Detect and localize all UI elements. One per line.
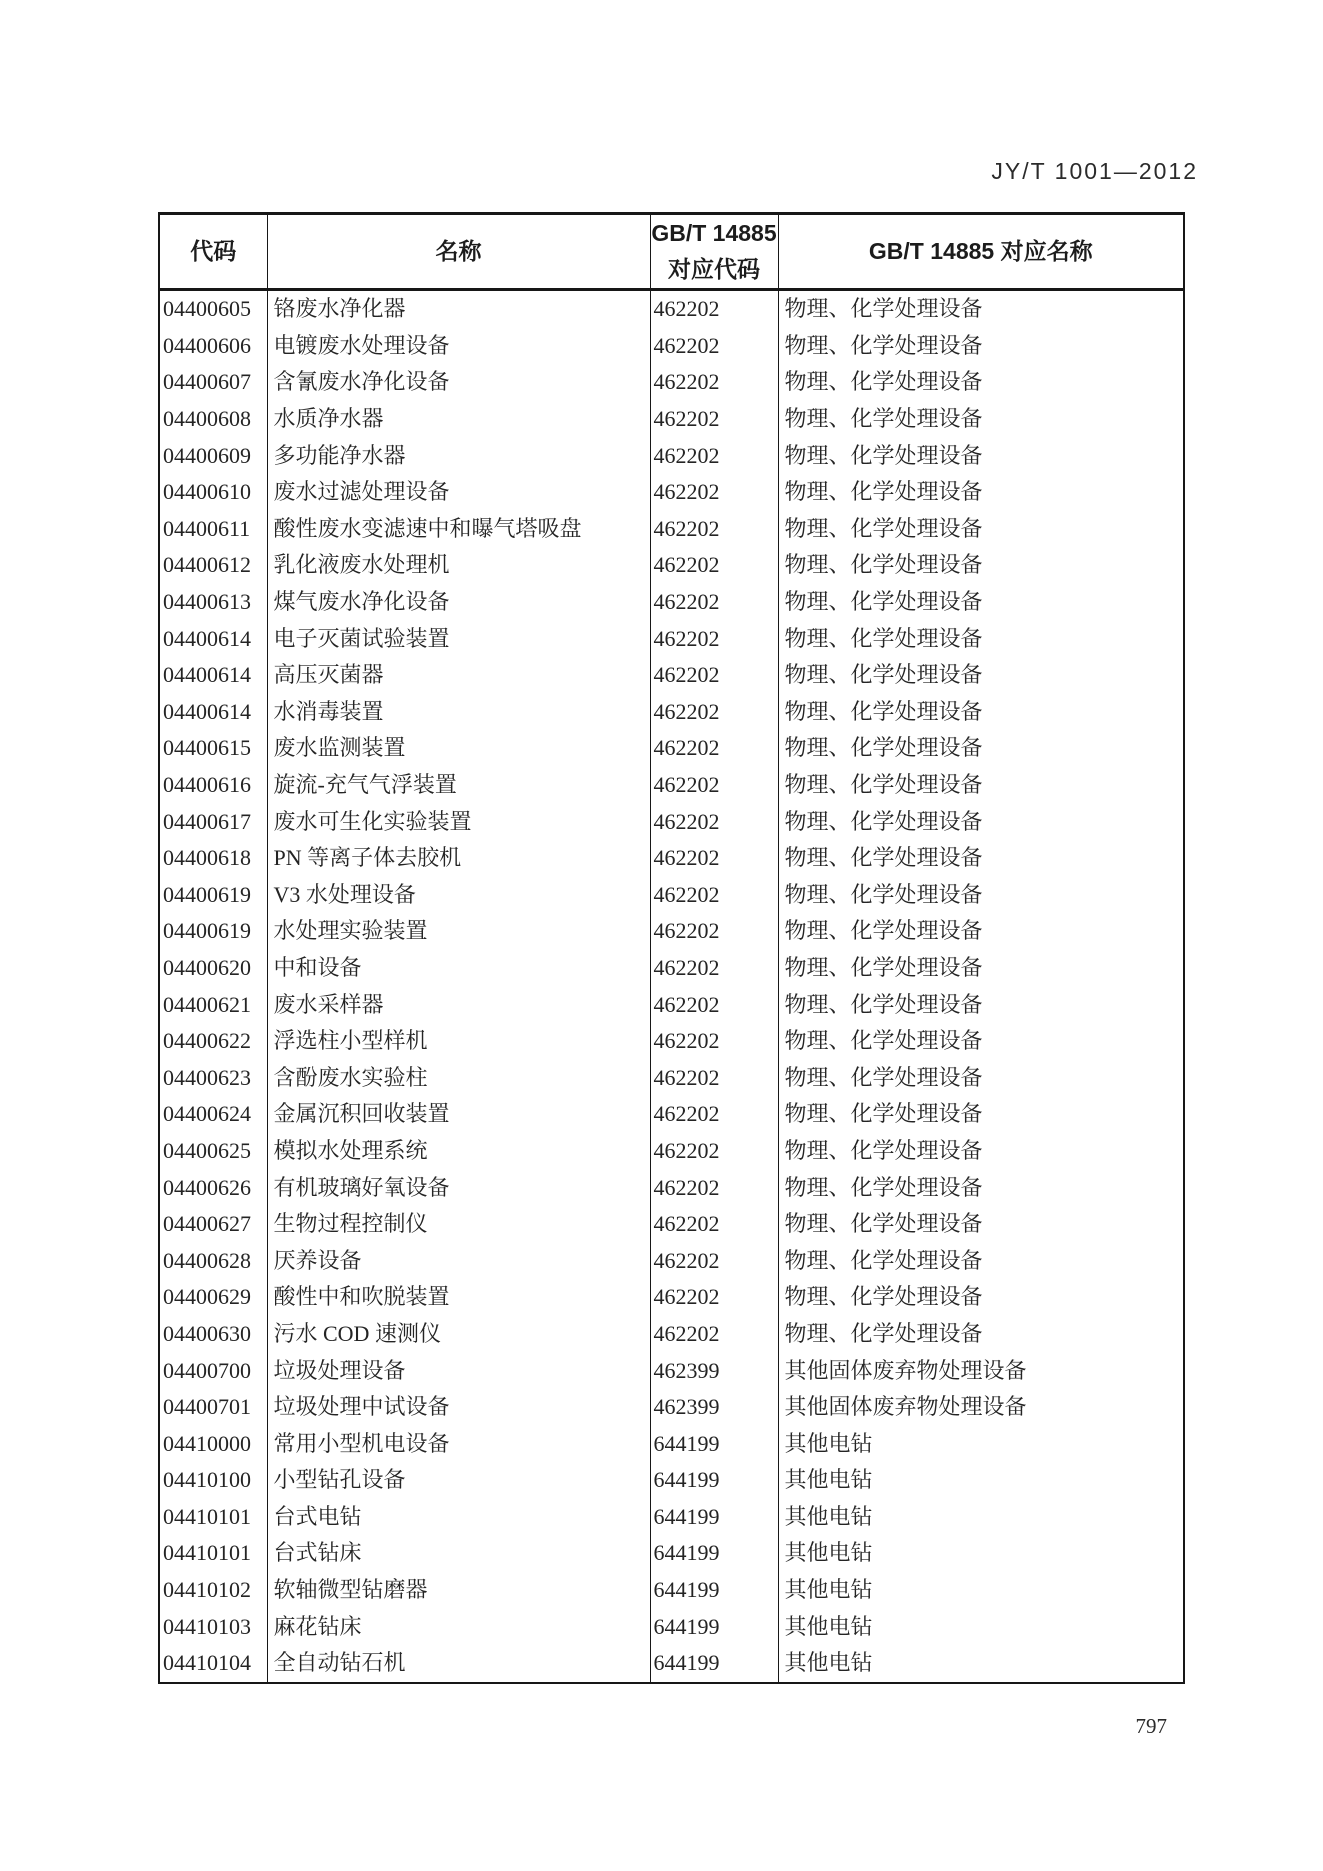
cell-code: 04400614 <box>163 662 251 688</box>
cell-name: 垃圾处理设备 <box>267 1352 650 1389</box>
table-row <box>159 1242 1184 1279</box>
cell-gbt-name: 物理、化学处理设备 <box>778 1279 1184 1316</box>
cell-gbt-code: 462202 <box>650 474 778 511</box>
cell-name: 生物过程控制仪 <box>267 1206 650 1243</box>
cell-gbt-code: 462202 <box>650 1133 778 1170</box>
cell-gbt-name: 物理、化学处理设备 <box>778 1096 1184 1133</box>
cell-name: 台式钻床 <box>267 1535 650 1572</box>
table-row <box>159 1352 1184 1389</box>
cell-name: 电镀废水处理设备 <box>267 328 650 365</box>
table-row <box>159 474 1184 511</box>
table-row <box>159 1059 1184 1096</box>
cell-code: 04400621 <box>163 991 251 1017</box>
cell-name: 电子灭菌试验装置 <box>267 620 650 657</box>
table-row <box>159 547 1184 584</box>
cell-code: 04400628 <box>163 1247 251 1273</box>
cell-name: 污水 COD 速测仪 <box>267 1316 650 1353</box>
cell-name: 垃圾处理中试设备 <box>267 1389 650 1426</box>
cell-code: 04400614 <box>163 625 251 651</box>
cell-code: 04400614 <box>163 698 251 724</box>
cell-code: 04400627 <box>163 1211 251 1237</box>
cell-gbt-name: 其他电钻 <box>778 1645 1184 1683</box>
cell-code: 04400607 <box>163 369 251 395</box>
cell-code: 04400605 <box>163 296 251 322</box>
cell-gbt-code: 462202 <box>650 1059 778 1096</box>
cell-gbt-name: 物理、化学处理设备 <box>778 657 1184 694</box>
table-row <box>159 767 1184 804</box>
cell-gbt-code: 462202 <box>650 364 778 401</box>
cell-code: 04400615 <box>163 735 251 761</box>
cell-name: 模拟水处理系统 <box>267 1133 650 1170</box>
cell-code: 04410000 <box>163 1430 251 1456</box>
cell-name: 旋流-充气气浮装置 <box>267 767 650 804</box>
cell-gbt-name: 物理、化学处理设备 <box>778 437 1184 474</box>
cell-gbt-code: 462399 <box>650 1389 778 1426</box>
cell-gbt-code: 462202 <box>650 1242 778 1279</box>
cell-gbt-name: 物理、化学处理设备 <box>778 913 1184 950</box>
table-row <box>159 1316 1184 1353</box>
cell-gbt-name: 物理、化学处理设备 <box>778 1242 1184 1279</box>
cell-code: 04400626 <box>163 1174 251 1200</box>
table-row <box>159 913 1184 950</box>
cell-name: 厌养设备 <box>267 1242 650 1279</box>
cell-name: 常用小型机电设备 <box>267 1425 650 1462</box>
cell-name: 含酚废水实验柱 <box>267 1059 650 1096</box>
cell-code: 04400612 <box>163 552 251 578</box>
cell-gbt-code: 644199 <box>650 1572 778 1609</box>
cell-gbt-name: 物理、化学处理设备 <box>778 986 1184 1023</box>
table-row <box>159 694 1184 731</box>
cell-gbt-code: 462202 <box>650 1206 778 1243</box>
cell-gbt-code: 462202 <box>650 1169 778 1206</box>
cell-gbt-name: 物理、化学处理设备 <box>778 730 1184 767</box>
table-row <box>159 437 1184 474</box>
cell-gbt-name: 物理、化学处理设备 <box>778 1169 1184 1206</box>
cell-code: 04400619 <box>163 881 251 907</box>
cell-name: 废水采样器 <box>267 986 650 1023</box>
page-number: 797 <box>1135 1714 1167 1738</box>
cell-gbt-name: 其他电钻 <box>778 1425 1184 1462</box>
table-row <box>159 1425 1184 1462</box>
cell-name: 有机玻璃好氧设备 <box>267 1169 650 1206</box>
cell-gbt-name: 其他电钻 <box>778 1535 1184 1572</box>
cell-code: 04400618 <box>163 845 251 871</box>
cell-code: 04400608 <box>163 406 251 432</box>
cell-name: 水处理实验装置 <box>267 913 650 950</box>
cell-code: 04400701 <box>163 1394 251 1420</box>
cell-gbt-code: 462202 <box>650 803 778 840</box>
table-row <box>159 1462 1184 1499</box>
cell-gbt-name: 物理、化学处理设备 <box>778 1316 1184 1353</box>
table-row <box>159 1389 1184 1426</box>
column-header-code: 代码 <box>159 214 267 290</box>
cell-gbt-code: 644199 <box>650 1462 778 1499</box>
table-row <box>159 1096 1184 1133</box>
cell-name: 水消毒装置 <box>267 694 650 731</box>
cell-name: 高压灭菌器 <box>267 657 650 694</box>
cell-gbt-code: 462202 <box>650 290 778 328</box>
cell-code: 04400606 <box>163 332 251 358</box>
cell-gbt-code: 644199 <box>650 1535 778 1572</box>
cell-name: 麻花钻床 <box>267 1608 650 1645</box>
cell-code: 04400630 <box>163 1320 251 1346</box>
cell-gbt-code: 462202 <box>650 986 778 1023</box>
cell-gbt-name: 物理、化学处理设备 <box>778 840 1184 877</box>
cell-code: 04410101 <box>163 1540 251 1566</box>
cell-name: 酸性中和吹脱装置 <box>267 1279 650 1316</box>
table-row <box>159 328 1184 365</box>
cell-gbt-name: 物理、化学处理设备 <box>778 511 1184 548</box>
cell-code: 04400625 <box>163 1137 251 1163</box>
table-row <box>159 401 1184 438</box>
table-row <box>159 1499 1184 1536</box>
cell-gbt-name: 物理、化学处理设备 <box>778 364 1184 401</box>
cell-gbt-code: 462202 <box>650 730 778 767</box>
cell-name: 酸性废水变滤速中和曝气塔吸盘 <box>267 511 650 548</box>
cell-name: 废水监测装置 <box>267 730 650 767</box>
cell-name: 铬废水净化器 <box>267 290 650 328</box>
cell-code: 04410103 <box>163 1613 251 1639</box>
table-row <box>159 803 1184 840</box>
standard-number: JY/T 1001—2012 <box>991 158 1198 184</box>
cell-gbt-name: 其他固体废弃物处理设备 <box>778 1389 1184 1426</box>
cell-name: 煤气废水净化设备 <box>267 584 650 621</box>
cell-gbt-code: 644199 <box>650 1645 778 1683</box>
table-row <box>159 290 1184 328</box>
cell-code: 04400620 <box>163 954 251 980</box>
table-header-row <box>159 214 1184 290</box>
cell-name: 金属沉积回收装置 <box>267 1096 650 1133</box>
cell-gbt-name: 其他电钻 <box>778 1462 1184 1499</box>
cell-name: 浮选柱小型样机 <box>267 1023 650 1060</box>
cell-gbt-code: 644199 <box>650 1608 778 1645</box>
table-row <box>159 1206 1184 1243</box>
cell-code: 04400624 <box>163 1101 251 1127</box>
table-row <box>159 1169 1184 1206</box>
cell-gbt-code: 462202 <box>650 950 778 987</box>
cell-code: 04400613 <box>163 589 251 615</box>
cell-gbt-name: 物理、化学处理设备 <box>778 328 1184 365</box>
cell-gbt-name: 物理、化学处理设备 <box>778 474 1184 511</box>
cell-name: 乳化液废水处理机 <box>267 547 650 584</box>
table-body <box>159 290 1184 1683</box>
table-row <box>159 1572 1184 1609</box>
cell-gbt-name: 物理、化学处理设备 <box>778 767 1184 804</box>
table-row <box>159 364 1184 401</box>
cell-gbt-name: 其他电钻 <box>778 1499 1184 1536</box>
cell-gbt-name: 物理、化学处理设备 <box>778 1206 1184 1243</box>
cell-gbt-code: 462202 <box>650 1316 778 1353</box>
table-row <box>159 1279 1184 1316</box>
cell-gbt-name: 物理、化学处理设备 <box>778 803 1184 840</box>
cell-gbt-name: 物理、化学处理设备 <box>778 1059 1184 1096</box>
cell-name: 全自动钻石机 <box>267 1645 650 1683</box>
cell-name: 软轴微型钻磨器 <box>267 1572 650 1609</box>
cell-gbt-name: 物理、化学处理设备 <box>778 1133 1184 1170</box>
cell-name: 含氰废水净化设备 <box>267 364 650 401</box>
table-row <box>159 584 1184 621</box>
cell-gbt-name: 物理、化学处理设备 <box>778 950 1184 987</box>
cell-gbt-code: 462202 <box>650 657 778 694</box>
cell-name: 水质净水器 <box>267 401 650 438</box>
cell-code: 04400609 <box>163 442 251 468</box>
cell-name: 台式电钻 <box>267 1499 650 1536</box>
cell-gbt-code: 462202 <box>650 1279 778 1316</box>
table-row <box>159 986 1184 1023</box>
cell-gbt-name: 物理、化学处理设备 <box>778 620 1184 657</box>
table-row <box>159 620 1184 657</box>
cell-code: 04410102 <box>163 1577 251 1603</box>
table-row <box>159 511 1184 548</box>
cell-gbt-code: 462202 <box>650 511 778 548</box>
cell-gbt-name: 其他电钻 <box>778 1572 1184 1609</box>
cell-code: 04400617 <box>163 808 251 834</box>
cell-name: 废水过滤处理设备 <box>267 474 650 511</box>
cell-gbt-code: 462202 <box>650 694 778 731</box>
cell-gbt-name: 物理、化学处理设备 <box>778 584 1184 621</box>
cell-gbt-code: 462202 <box>650 767 778 804</box>
cell-gbt-code: 462202 <box>650 401 778 438</box>
cell-gbt-code: 644199 <box>650 1499 778 1536</box>
cell-gbt-name: 物理、化学处理设备 <box>778 290 1184 328</box>
cell-gbt-code: 462202 <box>650 913 778 950</box>
cell-gbt-name: 其他固体废弃物处理设备 <box>778 1352 1184 1389</box>
table-row <box>159 1608 1184 1645</box>
cell-name: 中和设备 <box>267 950 650 987</box>
cell-gbt-code: 462202 <box>650 840 778 877</box>
table-row <box>159 1023 1184 1060</box>
cell-code: 04400616 <box>163 772 251 798</box>
cell-gbt-code: 644199 <box>650 1425 778 1462</box>
table-row <box>159 1535 1184 1572</box>
cell-gbt-code: 462202 <box>650 877 778 914</box>
table-row <box>159 840 1184 877</box>
cell-name: PN 等离子体去胶机 <box>267 840 650 877</box>
cell-gbt-code: 462399 <box>650 1352 778 1389</box>
cell-code: 04410100 <box>163 1467 251 1493</box>
cell-gbt-code: 462202 <box>650 620 778 657</box>
cell-code: 04400700 <box>163 1357 251 1383</box>
cell-gbt-name: 其他电钻 <box>778 1608 1184 1645</box>
cell-code: 04400622 <box>163 1028 251 1054</box>
cell-name: 多功能净水器 <box>267 437 650 474</box>
cell-gbt-name: 物理、化学处理设备 <box>778 694 1184 731</box>
cell-code: 04400629 <box>163 1284 251 1310</box>
cell-gbt-name: 物理、化学处理设备 <box>778 1023 1184 1060</box>
table-row <box>159 657 1184 694</box>
table-row <box>159 730 1184 767</box>
cell-code: 04400611 <box>163 515 251 541</box>
column-header-gbt-code: GB/T 14885 对应代码 <box>650 214 778 290</box>
cell-name: V3 水处理设备 <box>267 877 650 914</box>
table-row <box>159 1133 1184 1170</box>
cell-code: 04410101 <box>163 1503 251 1529</box>
cell-gbt-code: 462202 <box>650 547 778 584</box>
cell-gbt-name: 物理、化学处理设备 <box>778 877 1184 914</box>
code-mapping-table <box>158 212 1185 1684</box>
column-header-name: 名称 <box>267 214 650 290</box>
cell-gbt-name: 物理、化学处理设备 <box>778 547 1184 584</box>
cell-code: 04400619 <box>163 918 251 944</box>
table-row <box>159 950 1184 987</box>
cell-code: 04400623 <box>163 1064 251 1090</box>
table-row <box>159 1645 1184 1683</box>
cell-gbt-name: 物理、化学处理设备 <box>778 401 1184 438</box>
cell-name: 小型钻孔设备 <box>267 1462 650 1499</box>
cell-gbt-code: 462202 <box>650 437 778 474</box>
cell-gbt-code: 462202 <box>650 1023 778 1060</box>
cell-gbt-code: 462202 <box>650 1096 778 1133</box>
cell-name: 废水可生化实验装置 <box>267 803 650 840</box>
cell-code: 04400610 <box>163 479 251 505</box>
column-header-gbt-name: GB/T 14885 对应名称 <box>778 214 1184 290</box>
table-row <box>159 877 1184 914</box>
cell-gbt-code: 462202 <box>650 584 778 621</box>
cell-gbt-code: 462202 <box>650 328 778 365</box>
cell-code: 04410104 <box>163 1650 251 1676</box>
